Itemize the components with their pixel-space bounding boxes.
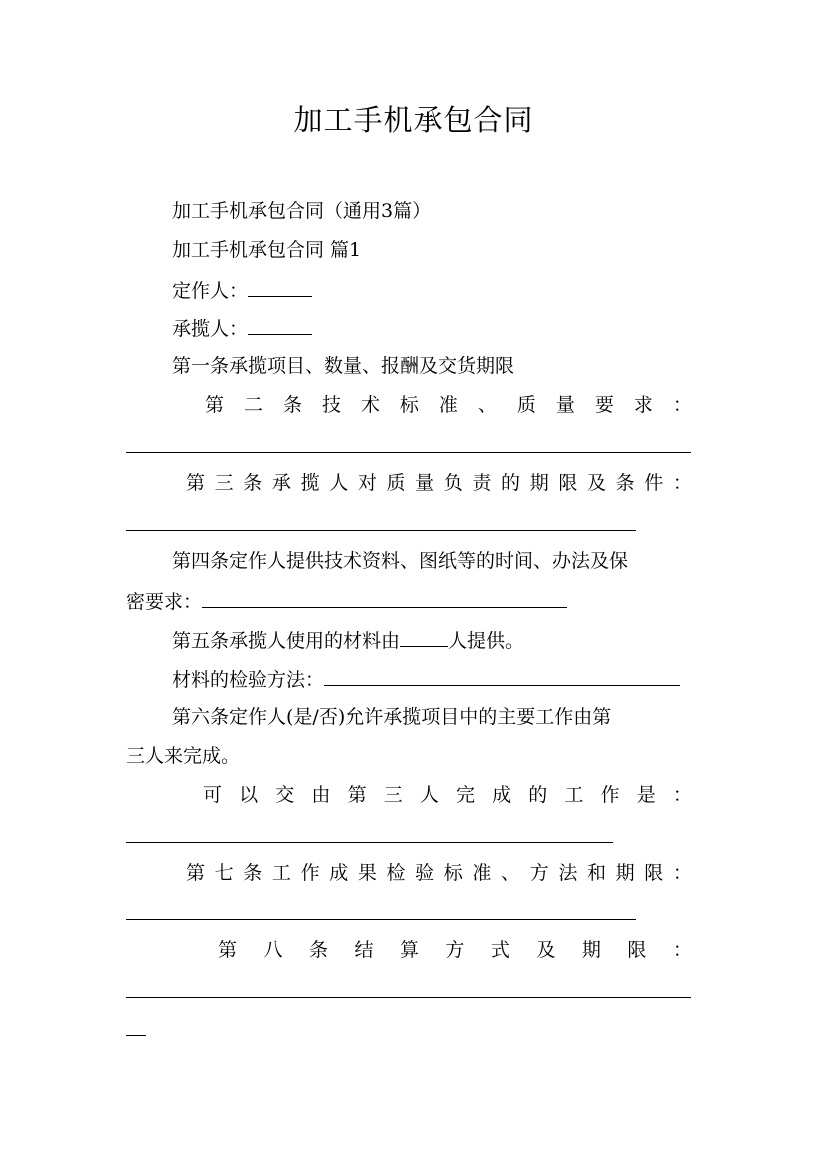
article-2-char: 、 [477, 394, 497, 416]
article-8-blank[interactable] [126, 997, 691, 998]
article-2-char: 求 [633, 394, 653, 416]
article-3-char: 三 [214, 472, 234, 494]
article-2-char: ： [672, 394, 692, 416]
article-7-char: 条 [243, 862, 263, 884]
article-4-blank[interactable] [202, 587, 567, 608]
article-3-char: 的 [501, 472, 521, 494]
third-party-char: 成 [492, 784, 512, 806]
party-a-label: 定作人： [172, 280, 249, 302]
article-8 [218, 937, 692, 963]
article-2 [205, 392, 692, 418]
article-4-line-2 [126, 587, 567, 615]
third-party-char: 作 [600, 784, 620, 806]
article-2-char: 量 [555, 394, 575, 416]
article-3-char: 人 [329, 472, 349, 494]
article-6-line-1: 第六条定作人(是/否)允许承揽项目中的主要工作由第 [172, 706, 612, 728]
party-a-blank[interactable] [248, 276, 312, 297]
party-b-blank[interactable] [248, 314, 312, 335]
section-heading: 加工手机承包合同 篇1 [172, 239, 362, 261]
article-5-suffix: 人提供。 [448, 630, 525, 652]
article-7 [186, 860, 692, 886]
article-3-char: 限 [558, 472, 578, 494]
article-8-char: 结 [354, 939, 374, 961]
article-2-blank[interactable] [126, 452, 691, 453]
material-test-label: 材料的检验方法： [172, 669, 325, 691]
article-3-char: 揽 [300, 472, 320, 494]
article-8-char: 式 [490, 939, 510, 961]
article-3-char: 对 [357, 472, 377, 494]
article-3-char: 件 [644, 472, 664, 494]
third-party-char: 人 [419, 784, 439, 806]
article-8-char: 第 [218, 939, 238, 961]
third-party-char: 第 [347, 784, 367, 806]
article-2-char: 技 [321, 394, 341, 416]
article-3-char: 负 [443, 472, 463, 494]
article-8-char: 八 [263, 939, 283, 961]
article-7-char: 限 [644, 862, 664, 884]
article-3-char: 责 [472, 472, 492, 494]
article-7-char: 验 [415, 862, 435, 884]
third-party-char: 可 [203, 784, 223, 806]
article-3-char: 量 [415, 472, 435, 494]
third-party-char: 的 [528, 784, 548, 806]
article-7-char: 标 [443, 862, 463, 884]
material-test-line [172, 665, 680, 693]
article-2-char: 二 [243, 394, 263, 416]
third-party-char: 以 [239, 784, 259, 806]
article-8-char: ： [672, 939, 692, 961]
party-b-line [172, 314, 312, 342]
third-party-char: 是 [636, 784, 656, 806]
third-party-blank[interactable] [126, 842, 613, 843]
third-party-work [203, 782, 692, 808]
article-7-char: 第 [186, 862, 206, 884]
article-3-char: 条 [243, 472, 263, 494]
third-party-char: 完 [455, 784, 475, 806]
third-party-char: 由 [311, 784, 331, 806]
article-2-char: 准 [438, 394, 458, 416]
article-4-line-1: 第四条定作人提供技术资料、图纸等的时间、办法及保 [172, 550, 629, 572]
article-5-prefix: 第五条承揽人使用的材料由 [172, 630, 401, 652]
article-2-char: 要 [594, 394, 614, 416]
article-2-char: 质 [516, 394, 536, 416]
article-6-line-2: 三人来完成。 [126, 745, 241, 767]
party-a-line [172, 276, 312, 304]
article-7-char: 、 [501, 862, 521, 884]
article-5-blank[interactable] [400, 626, 448, 647]
article-7-char: ： [672, 862, 692, 884]
article-3-char: 条 [615, 472, 635, 494]
article-3-char: ： [672, 472, 692, 494]
article-8-char: 条 [308, 939, 328, 961]
article-8-char: 限 [627, 939, 647, 961]
article-7-char: 成 [329, 862, 349, 884]
third-party-char: 三 [383, 784, 403, 806]
article-7-char: 检 [386, 862, 406, 884]
article-2-char: 标 [399, 394, 419, 416]
article-2-char: 第 [205, 394, 225, 416]
article-2-char: 条 [282, 394, 302, 416]
article-3-char: 质 [386, 472, 406, 494]
article-7-char: 作 [300, 862, 320, 884]
article-7-char: 工 [271, 862, 291, 884]
third-party-char: 工 [564, 784, 584, 806]
article-8-blank-continued[interactable] [126, 1035, 146, 1036]
third-party-char: 交 [275, 784, 295, 806]
article-7-char: 期 [615, 862, 635, 884]
article-7-blank[interactable] [126, 919, 636, 920]
article-8-char: 方 [445, 939, 465, 961]
article-5 [172, 626, 524, 654]
article-3 [186, 470, 692, 496]
article-3-char: 及 [586, 472, 606, 494]
material-test-blank[interactable] [324, 665, 680, 686]
article-7-char: 和 [586, 862, 606, 884]
third-party-char: ： [672, 784, 692, 806]
article-3-char: 期 [529, 472, 549, 494]
article-3-blank[interactable] [126, 530, 636, 531]
party-b-label: 承揽人： [172, 318, 249, 340]
article-7-char: 方 [529, 862, 549, 884]
article-7-char: 法 [558, 862, 578, 884]
article-1: 第一条承揽项目、数量、报酬及交货期限 [172, 355, 515, 377]
document-title: 加工手机承包合同 [293, 103, 534, 137]
article-4-label: 密要求： [126, 591, 203, 613]
article-3-char: 承 [271, 472, 291, 494]
article-8-char: 算 [399, 939, 419, 961]
article-8-char: 期 [581, 939, 601, 961]
article-8-char: 及 [536, 939, 556, 961]
article-2-char: 术 [360, 394, 380, 416]
article-7-char: 七 [214, 862, 234, 884]
subtitle: 加工手机承包合同（通用3篇） [172, 200, 432, 222]
article-3-char: 第 [186, 472, 206, 494]
article-7-char: 准 [472, 862, 492, 884]
article-7-char: 果 [357, 862, 377, 884]
